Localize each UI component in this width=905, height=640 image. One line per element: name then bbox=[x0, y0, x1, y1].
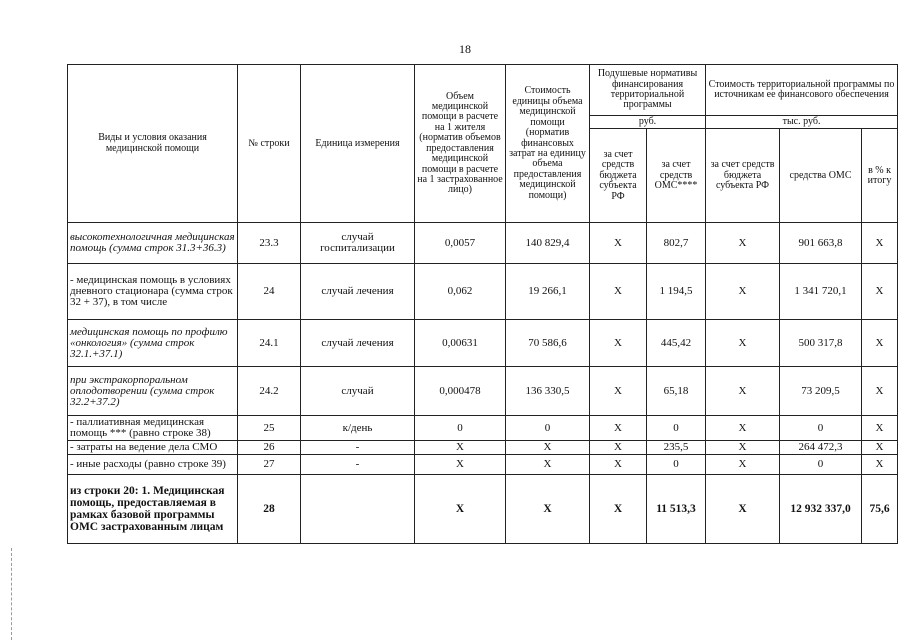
table-row bbox=[68, 223, 898, 264]
cell-src-oms: 12 932 337,0 bbox=[780, 475, 862, 544]
cell-src-budget: Х bbox=[706, 475, 780, 544]
header-row-1 bbox=[68, 65, 898, 116]
cell-pc-budget: Х bbox=[590, 320, 647, 367]
cell-row-no: 24 bbox=[238, 264, 301, 320]
header-volume: Объем медицинской помощи в расчете на 1 жителя (норматив объемов предоставления медицинской помощи в расчете на 1 застрахованное лицо) bbox=[415, 65, 506, 223]
header-kind: Виды и условия оказания медицинской помощи bbox=[68, 65, 238, 223]
cell-src-oms: 1 341 720,1 bbox=[780, 264, 862, 320]
cell-pc-oms: 802,7 bbox=[647, 223, 706, 264]
header-per-capita-group: Подушевые нормативы финансирования территориальной программы bbox=[590, 65, 706, 116]
cell-cost: 70 586,6 bbox=[506, 320, 590, 367]
cell-row-no: 26 bbox=[238, 441, 301, 455]
cell-percent: Х bbox=[862, 320, 898, 367]
cell-cost: 0 bbox=[506, 416, 590, 441]
cell-row-no: 27 bbox=[238, 455, 301, 475]
cell-src-oms: 901 663,8 bbox=[780, 223, 862, 264]
header-cost: Стоимость единицы объема медицинской помощи (норматив финансовых затрат на единицу объема предоставления медицинской помощи) bbox=[506, 65, 590, 223]
page-number: 18 bbox=[459, 42, 471, 56]
cell-pc-oms: 0 bbox=[647, 416, 706, 441]
cell-kind: при экстракорпоральном оплодотворении (сумма строк 32.2+37.2) bbox=[68, 367, 238, 416]
cell-src-oms: 500 317,8 bbox=[780, 320, 862, 367]
cell-src-budget: Х bbox=[706, 223, 780, 264]
cell-unit: к/день bbox=[301, 416, 415, 441]
header-src-oms: средства ОМС bbox=[780, 129, 862, 223]
cell-src-oms: 73 209,5 bbox=[780, 367, 862, 416]
cell-percent: Х bbox=[862, 367, 898, 416]
table-row bbox=[68, 264, 898, 320]
cell-unit bbox=[301, 475, 415, 544]
cell-percent: Х bbox=[862, 264, 898, 320]
cell-percent: 75,6 bbox=[862, 475, 898, 544]
cell-pc-oms: 65,18 bbox=[647, 367, 706, 416]
cell-pc-budget: Х bbox=[590, 223, 647, 264]
cell-pc-budget: Х bbox=[590, 416, 647, 441]
cell-unit: случай лечения bbox=[301, 264, 415, 320]
cell-unit: случай лечения bbox=[301, 320, 415, 367]
cell-kind: - медицинская помощь в условиях дневного стационара (сумма строк 32 + 37), в том числе bbox=[68, 264, 238, 320]
cell-src-budget: Х bbox=[706, 367, 780, 416]
cell-volume: 0,0057 bbox=[415, 223, 506, 264]
cell-row-no: 25 bbox=[238, 416, 301, 441]
cell-pc-oms: 445,42 bbox=[647, 320, 706, 367]
cell-volume: 0,00631 bbox=[415, 320, 506, 367]
header-pc-budget: за счет средств бюджета субъекта РФ bbox=[590, 129, 647, 223]
cell-pc-budget: Х bbox=[590, 264, 647, 320]
cell-cost: Х bbox=[506, 455, 590, 475]
cell-pc-budget: Х bbox=[590, 441, 647, 455]
cell-percent: Х bbox=[862, 416, 898, 441]
cell-kind: - паллиативная медицинская помощь *** (равно строке 38) bbox=[68, 416, 238, 441]
cell-unit: случай bbox=[301, 367, 415, 416]
cell-src-budget: Х bbox=[706, 320, 780, 367]
cell-unit: - bbox=[301, 455, 415, 475]
financing-table bbox=[67, 64, 898, 544]
header-unit-thousand-rub: тыс. руб. bbox=[706, 116, 898, 129]
header-percent: в % к итогу bbox=[862, 129, 898, 223]
cell-pc-budget: Х bbox=[590, 455, 647, 475]
cell-src-budget: Х bbox=[706, 264, 780, 320]
table-row bbox=[68, 441, 898, 455]
cell-src-oms: 0 bbox=[780, 416, 862, 441]
cell-pc-oms: 1 194,5 bbox=[647, 264, 706, 320]
cell-row-no: 24.1 bbox=[238, 320, 301, 367]
cell-cost: Х bbox=[506, 475, 590, 544]
cell-src-budget: Х bbox=[706, 455, 780, 475]
cell-pc-budget: Х bbox=[590, 367, 647, 416]
table-row bbox=[68, 416, 898, 441]
cell-unit: случай госпитализации bbox=[301, 223, 415, 264]
table-row bbox=[68, 367, 898, 416]
cell-cost: 136 330,5 bbox=[506, 367, 590, 416]
cell-row-no: 28 bbox=[238, 475, 301, 544]
cell-kind: - иные расходы (равно строке 39) bbox=[68, 455, 238, 475]
margin-fold-line bbox=[11, 548, 12, 640]
table-row bbox=[68, 320, 898, 367]
cell-volume: Х bbox=[415, 441, 506, 455]
cell-row-no: 24.2 bbox=[238, 367, 301, 416]
cell-src-budget: Х bbox=[706, 441, 780, 455]
cell-volume: Х bbox=[415, 455, 506, 475]
header-unit-rub: руб. bbox=[590, 116, 706, 129]
cell-volume: 0,000478 bbox=[415, 367, 506, 416]
cell-src-oms: 264 472,3 bbox=[780, 441, 862, 455]
header-pc-oms: за счет средств ОМС**** bbox=[647, 129, 706, 223]
table-row-total bbox=[68, 475, 898, 544]
cell-row-no: 23.3 bbox=[238, 223, 301, 264]
cell-cost: 19 266,1 bbox=[506, 264, 590, 320]
cell-pc-oms: 0 bbox=[647, 455, 706, 475]
cell-kind: из строки 20: 1. Медицинская помощь, предоставляемая в рамках базовой программы ОМС застрахованным лицам bbox=[68, 475, 238, 544]
cell-kind: высокотехнологичная медицинская помощь (сумма строк 31.3+36.3) bbox=[68, 223, 238, 264]
cell-pc-budget: Х bbox=[590, 475, 647, 544]
cell-cost: 140 829,4 bbox=[506, 223, 590, 264]
cell-percent: Х bbox=[862, 441, 898, 455]
cell-volume: 0,062 bbox=[415, 264, 506, 320]
cell-cost: Х bbox=[506, 441, 590, 455]
header-row-no: № строки bbox=[238, 65, 301, 223]
header-unit: Единица измерения bbox=[301, 65, 415, 223]
cell-volume: Х bbox=[415, 475, 506, 544]
cell-pc-oms: 235,5 bbox=[647, 441, 706, 455]
cell-percent: Х bbox=[862, 223, 898, 264]
cell-src-budget: Х bbox=[706, 416, 780, 441]
cell-src-oms: 0 bbox=[780, 455, 862, 475]
cell-kind: - затраты на ведение дела СМО bbox=[68, 441, 238, 455]
cell-volume: 0 bbox=[415, 416, 506, 441]
header-sources-group: Стоимость территориальной программы по источникам ее финансового обеспечения bbox=[706, 65, 898, 116]
header-src-budget: за счет средств бюджета субъекта РФ bbox=[706, 129, 780, 223]
table-row bbox=[68, 455, 898, 475]
cell-unit: - bbox=[301, 441, 415, 455]
cell-percent: Х bbox=[862, 455, 898, 475]
cell-kind: медицинская помощь по профилю «онкология» (сумма строк 32.1.+37.1) bbox=[68, 320, 238, 367]
cell-pc-oms: 11 513,3 bbox=[647, 475, 706, 544]
